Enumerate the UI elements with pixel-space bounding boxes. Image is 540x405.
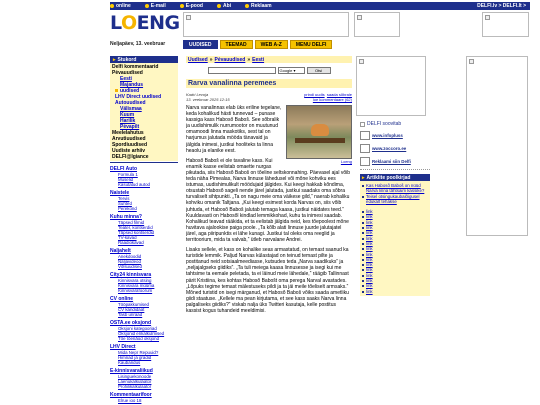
thumbnail-icon xyxy=(360,144,370,153)
photo-cat-shape xyxy=(311,124,329,136)
related-article-link[interactable] xyxy=(362,183,428,194)
related-article-label: link xyxy=(366,214,373,220)
topbar-help-label: Abi xyxy=(222,3,232,9)
article-date: 13. veebruar 2025 12:15 xyxy=(186,97,230,102)
sidebar-item-daily-news[interactable]: Pėvauudised xyxy=(112,70,143,76)
article-author: Kadri Levoja xyxy=(186,92,209,97)
tab-teemad[interactable]: TEEMAD xyxy=(220,40,253,49)
sidebar-group-link[interactable]: Mida Nepr Repuuid? xyxy=(118,350,159,355)
topbar-email-label: E-mail xyxy=(150,3,166,9)
sidebar-divider xyxy=(110,162,178,163)
sidebar-group-link[interactable]: Tasb uriraad xyxy=(118,312,143,317)
square-bullet-icon xyxy=(362,211,364,213)
square-bullet-icon xyxy=(362,196,364,198)
related-article-label: link xyxy=(366,262,373,268)
related-article-label: link xyxy=(366,288,373,294)
bullet-icon xyxy=(110,4,114,8)
sidebar-group-link[interactable]: Oksjonid erikalkulmised xyxy=(118,331,165,336)
square-bullet-icon xyxy=(362,248,364,250)
sidebar-group-link[interactable]: Raadiokavad xyxy=(118,240,144,245)
related-article-label: link xyxy=(366,235,373,241)
banner-ad-placeholder-small[interactable] xyxy=(354,12,400,37)
sidebar-group-heading[interactable]: OSTA.ee oksjond xyxy=(110,320,152,326)
square-bullet-icon xyxy=(362,285,364,287)
topbar-online-label: online xyxy=(116,3,131,9)
square-bullet-icon xyxy=(115,89,118,92)
broken-image-icon xyxy=(357,15,362,20)
broken-image-icon xyxy=(485,15,490,20)
sidebar-item-pevapilt[interactable]: Pėvapilt xyxy=(120,124,140,130)
related-article-label: link xyxy=(366,283,373,289)
recommend-item-label: www.zoccoro.ee xyxy=(372,146,407,151)
sidebar-group xyxy=(110,296,178,317)
sidebar-group-link[interactable]: Himnad ja gradid xyxy=(118,355,152,360)
sidebar-group-link[interactable]: Võlsuudised xyxy=(118,264,142,269)
bullet-icon xyxy=(245,4,249,8)
related-article-label: Kas Habosõ Baboš on nüüd Narva linna tähtsaim kassike? xyxy=(366,183,425,194)
recommend-item-label: Reklaami siin Delfi xyxy=(372,159,411,164)
sidebar-group xyxy=(110,214,178,245)
related-article-label: link xyxy=(366,272,373,278)
sidebar-group-link[interactable]: TV-kavad xyxy=(118,235,137,240)
recommend-item[interactable] xyxy=(360,130,430,141)
square-bullet-icon xyxy=(362,291,364,293)
tab-menu-delfi[interactable]: MENU DELFI xyxy=(290,40,333,49)
sidebar-group xyxy=(110,344,178,365)
search-input[interactable] xyxy=(208,67,276,74)
print-link[interactable]: prindi uudis xyxy=(304,92,325,97)
related-article-label: link xyxy=(366,209,373,215)
sidebar-group-link[interactable]: Oksjoni kategooriad xyxy=(118,326,157,331)
related-article-label: link xyxy=(366,246,373,252)
square-bullet-icon xyxy=(362,185,364,187)
related-article-label: link xyxy=(366,256,373,262)
square-bullet-icon xyxy=(362,275,364,277)
recommend-title xyxy=(360,120,430,128)
logo-part-end: ENG xyxy=(136,12,180,34)
recommend-item[interactable] xyxy=(360,143,430,154)
photo-caption[interactable]: Loeng xyxy=(340,159,352,164)
sidebar-item-lhv[interactable]: LHV Direct uudised xyxy=(115,94,162,100)
current-date: Neljapäev, 13. veebruar xyxy=(110,41,166,47)
thumbnail-icon xyxy=(360,157,370,166)
article-title: Rarva vanalinna peremees xyxy=(186,79,352,88)
sidebar-group-link[interactable]: Täpsed filmid xyxy=(118,220,145,225)
side-ad-placeholder[interactable] xyxy=(356,56,426,116)
article-column xyxy=(186,56,352,405)
broken-image-icon xyxy=(360,122,365,127)
sidebar-group-heading[interactable]: LHV Direct xyxy=(110,344,136,350)
topbar-help-link[interactable] xyxy=(217,3,231,9)
sidebar-item-spordiuudised[interactable]: Spordiuudised xyxy=(112,142,147,148)
topbar-email-link[interactable] xyxy=(145,3,166,9)
search-button[interactable]: Otsi xyxy=(307,67,331,74)
sidebar-group-link[interactable]: Kasutatud autod xyxy=(118,182,150,187)
sidebar-group-heading[interactable]: E-kinnisvaraliikud xyxy=(110,368,153,374)
sidebar-group-link[interactable]: Suhted xyxy=(118,201,132,206)
related-article-link[interactable] xyxy=(362,194,428,205)
breadcrumb-separator: » xyxy=(247,56,251,63)
square-bullet-icon xyxy=(362,254,364,256)
article-meta xyxy=(186,92,352,102)
sidebar-group-link[interactable]: Profiilikalkulaator xyxy=(118,384,152,389)
article-tools xyxy=(304,92,352,102)
related-article-label: link xyxy=(366,240,373,246)
bullet-icon xyxy=(180,4,184,8)
sidebar-group-link[interactable]: Tõe tõenäod oksjond xyxy=(118,336,160,341)
sidebar-title-text: Stukord xyxy=(117,56,137,63)
logo-text xyxy=(110,12,180,34)
related-article-label: link xyxy=(366,278,373,284)
sidebar-title xyxy=(110,56,178,63)
recommend-item-label: www.infopluss xyxy=(372,133,403,138)
sidebar-group xyxy=(110,166,178,187)
sidebar-item-harilik[interactable]: Harilik xyxy=(120,118,136,124)
send-to-friend-link[interactable]: saada sõbrale xyxy=(326,92,352,97)
tab-web-az[interactable]: WEB A-Z xyxy=(255,40,288,49)
sidebar-item-eesti[interactable]: Eesti xyxy=(120,76,132,82)
rail-divider xyxy=(360,169,430,170)
banner-ad-placeholder[interactable] xyxy=(183,12,349,37)
breadcrumb-daily[interactable]: Pėvauudised xyxy=(214,56,246,63)
sidebar-service-groups xyxy=(110,166,178,403)
sidebar-item-arhiiv[interactable]: Uudiste arhiiv xyxy=(112,148,146,154)
sidebar-group-link[interactable]: Formula 1 xyxy=(118,172,138,177)
logo-part-start: L xyxy=(110,12,121,34)
related-article-label: link xyxy=(366,225,373,231)
related-article-label: link xyxy=(366,267,373,273)
sidebar-group-link[interactable]: Kaubandus xyxy=(118,360,141,365)
square-bullet-icon xyxy=(362,222,364,224)
related-article-label: link xyxy=(366,219,373,225)
article-paragraph-3: Lisaks sellele, et kass on kohalike seas armastatud, on temast saanud ka turistide lemmik. Paljud Narvas külastajad on teinud temast pilte ja postitanud neid sotsiaalmeediasse, kutsudes teda „Narva saadikuks“ ja „neljajalgseks giidiks“. „Ta tuli meiega kaasa linnusesse ja isegi kui me tahtsime ta eemale peletada, ta ei läinud meie lähedale,“ räägib Tallinnast pärit Kristiina, kes kohtas Habosõ Babošt oma perega Narval avastades. „Lõpuks tegime temast mälestuseks pildi ja ta jäi meile tõeliselt armsaks.“ Mõned turistid on isegi märganud, et Habosõ Baboš võiks saada ametliku giidi staatuse. „Kellele ma pean kirjutama, et see kass saaks Narva linna palgaliseks giidiks?“ viskab nalja üks Twitteri kasutaja, kelle postitus kassist kogus tuhandeid meeldimisi. xyxy=(186,247,349,314)
related-articles-list xyxy=(360,181,430,296)
sidebar-group-link[interactable]: Kinnisvara otsing xyxy=(118,278,152,283)
left-sidebar xyxy=(110,56,178,405)
search-engine-select[interactable]: Google ▾ xyxy=(278,67,305,74)
tab-uudised[interactable]: UUDISED xyxy=(183,40,218,49)
topbar-ads-label: Reklaam xyxy=(251,3,272,9)
sidebar-group-heading[interactable]: Kuhu minna? xyxy=(110,214,142,220)
article-photo[interactable] xyxy=(286,105,352,165)
cat-photo xyxy=(286,105,352,159)
article-body xyxy=(186,105,352,314)
square-bullet-icon xyxy=(362,227,364,229)
topbar-shop-link[interactable] xyxy=(180,3,203,9)
sidebar-group-heading[interactable]: Naljahelt xyxy=(110,248,131,254)
article-byline xyxy=(186,92,230,102)
sidebar-group xyxy=(110,248,178,269)
square-bullet-icon xyxy=(362,269,364,271)
breadcrumb-separator: » xyxy=(209,56,213,63)
square-bullet-icon xyxy=(362,264,364,266)
top-bar xyxy=(110,2,530,10)
article-paragraph-1: Narva vanalinnas elab üks eriline tegelane, keda kohalikud hästi tunnevad – punase kassiga kass Habosõ Baboš. See sõbralik ja uudishimulik nurrumootor on muutunud omamoodi linna maskotiks, sest tal on harjumus jalutada mööda tänavaid ja jälgida inimesi, justkui hooliteks ta linna heaolu ja elanike eest. xyxy=(186,105,282,154)
bullet-icon xyxy=(217,4,221,8)
related-title xyxy=(360,174,430,181)
sidebar-group-link[interactable]: Tööpakkumised xyxy=(118,302,149,307)
topbar-online-link[interactable] xyxy=(110,3,131,9)
broken-image-icon xyxy=(359,59,364,64)
site-logo[interactable] xyxy=(110,12,180,36)
related-title-text: Artiklite poolkirjad xyxy=(366,174,411,181)
sidebar-item-kuum[interactable]: Kuum xyxy=(120,112,135,118)
sidebar-item-majandus[interactable]: Majandus xyxy=(120,82,144,88)
square-bullet-icon xyxy=(362,259,364,261)
sidebar-item-comments[interactable]: Delfi kommentaarid xyxy=(112,64,159,70)
related-article-label: Teisel otsingukaubalõigusel edukalt tehakse xyxy=(366,193,420,204)
recommend-title-text: DELFI soovitab xyxy=(367,121,402,127)
broken-image-icon xyxy=(186,15,191,20)
sidebar-group-link[interactable]: Muselid xyxy=(118,177,134,182)
sidebar-group xyxy=(110,368,178,389)
sidebar-group-link[interactable]: Teater, kontserdid xyxy=(118,225,153,230)
sidebar-group-link[interactable]: Anekdoodid xyxy=(118,254,142,259)
search-bar xyxy=(186,66,352,74)
sidebar-group xyxy=(110,320,178,341)
sidebar-group xyxy=(110,272,178,293)
sidebar-group-link[interactable]: Elrue ioo 18 xyxy=(118,398,142,403)
topbar-sister-sites[interactable]: DELFI.lv > DELFI.lt > xyxy=(477,3,526,9)
sidebar-group-link[interactable]: Laenukalkulaator xyxy=(118,379,152,384)
square-bullet-icon xyxy=(362,238,364,240)
article-paragraph-2: Habosõ Baboš ei ole tavaline kass. Kui enamik kasse eelistab omaette nurgas pikutada, siis Habosõ Baboš on tõeline seltskonnahing. Päevasel ajal võib teda näha Pimealas, Narva linnuse lähedusel või mõne kohviku ees istumas, uudishimulikult möödujaid jälgides. Kui keegi hakkab kõndima, otsustab Habosõ sageli nende järel jalutada, justkui saadaks oma sõbra turvaliselt sihtpunkti. „Ta on nagu meie oma väikese gild,“ naerab kohaliku kohviku omanik Taltjana. „Kui keegi esimest korda Narvas on, siis võib juhtuda, et Habosõ Baboš jalutab temaga kaasa, justkui näidates teed.“ Kuuldavasti on Habosõl kindlad lemmikkohad, kuhu ta inimesi saadab. Kohalikud teavad rääkida, et ta eelistab jälgida neid, kes tõepoolest mõne huvitava ajalookise paiga poole. „Ta kõlb alati linnuse juurde jalutajatel järel, aga piiripunktis ei lähe kunagi. Justkui tal oleks oma reeglid ja territoorium, mida ta valvab,“ ütleb narvalane Andrei. xyxy=(186,157,350,243)
right-rail xyxy=(360,120,430,405)
sidebar-group-link[interactable]: Täpsed kontserdid xyxy=(118,230,155,235)
search-engine-value: Google xyxy=(279,67,293,73)
sidebar-group-link[interactable]: Tervis xyxy=(118,196,130,201)
sidebar-group-link[interactable]: CV kandidaat xyxy=(118,307,145,312)
comments-link[interactable]: loe kommentaare (62) xyxy=(312,97,352,102)
thumbnail-icon xyxy=(360,131,370,140)
sidebar-group-link[interactable]: Lisinguekonoode xyxy=(118,374,152,379)
sidebar-group-heading[interactable]: DELFI Auto xyxy=(110,166,138,172)
related-article-label: link xyxy=(366,230,373,236)
main-nav-tabs xyxy=(183,40,334,49)
sidebar-group xyxy=(110,392,178,403)
sidebar-item-valismaa[interactable]: Välismaa xyxy=(120,106,142,112)
sidebar-news-section xyxy=(110,63,178,161)
photo-bench-shape xyxy=(295,138,345,143)
sidebar-item-igiance[interactable]: DELFI@Igiance xyxy=(112,154,149,160)
skyscraper-ad-placeholder[interactable] xyxy=(466,56,528,236)
breadcrumb-eesti[interactable]: Eesti xyxy=(252,56,265,63)
bullet-icon xyxy=(145,4,149,8)
broken-image-icon xyxy=(469,59,474,64)
sidebar-group-heading[interactable]: CV online xyxy=(110,296,134,302)
square-bullet-icon xyxy=(362,280,364,282)
square-bullet-icon xyxy=(362,216,364,218)
sidebar-group-heading[interactable]: City24 kinnisvara xyxy=(110,272,152,278)
sidebar-group-heading[interactable]: Kommentaarifoor xyxy=(110,392,152,398)
topbar-shop-label: E-pood xyxy=(185,3,203,9)
square-bullet-icon xyxy=(362,243,364,245)
breadcrumb-uudised[interactable]: Uudised xyxy=(188,56,208,63)
sidebar-group-link[interactable]: Perekond xyxy=(118,206,137,211)
sidebar-item-auto[interactable]: Autouudised xyxy=(115,100,146,106)
sidebar-group-link[interactable]: Kinnisvarafoorum xyxy=(118,288,153,293)
sidebar-item-label: uudised xyxy=(120,88,140,94)
recommend-item[interactable] xyxy=(360,156,430,167)
sidebar-group-link[interactable]: Kinnisvara müüma xyxy=(118,283,155,288)
logo-part-o: O xyxy=(120,12,137,34)
square-bullet-icon xyxy=(362,232,364,234)
related-article-link[interactable] xyxy=(362,289,428,294)
related-article-label: link xyxy=(366,251,373,257)
banner-ad-placeholder-right[interactable] xyxy=(482,12,529,37)
sidebar-group-heading[interactable]: Naistele xyxy=(110,190,130,196)
sidebar-item-arvutiuudised[interactable]: Arvutiuudised xyxy=(112,136,146,142)
sidebar-item-meelelahutus[interactable]: Meelelahutus xyxy=(112,130,144,136)
arrow-icon: ▸ xyxy=(113,56,116,63)
topbar-ads-link[interactable] xyxy=(245,3,272,9)
sidebar-group xyxy=(110,190,178,211)
sidebar-group-link[interactable]: Naljavideod xyxy=(118,259,141,264)
arrow-icon: ▸ xyxy=(362,174,365,181)
breadcrumb xyxy=(186,56,352,63)
